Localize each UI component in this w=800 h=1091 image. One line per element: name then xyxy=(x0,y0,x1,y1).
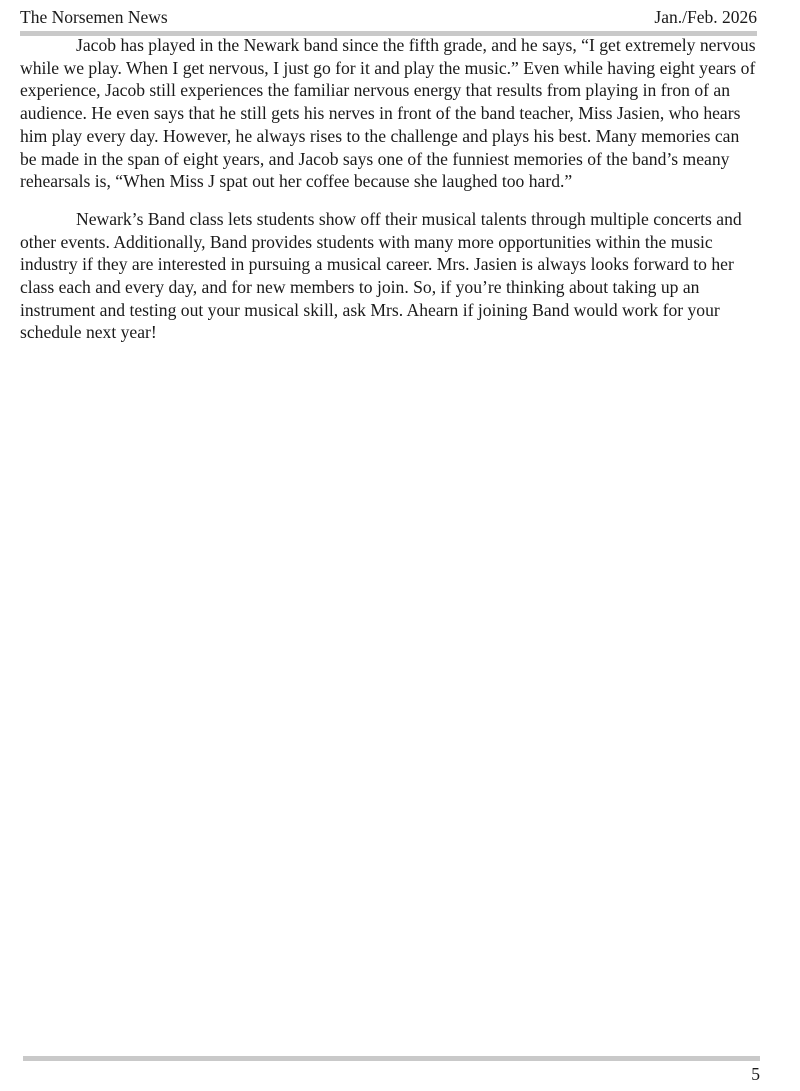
footer-divider xyxy=(23,1056,760,1061)
article-body xyxy=(20,34,760,359)
article-paragraph: Newark’s Band class lets students show off their musical talents through multiple concerts and other events. Additionally, Band provides students with many more opportunities within the music industry if they are interested in pursuing a musical career. Mrs. Jasien is always looks forward to her class each and every day, and for new members to join. So, if you’re thinking about taking up an instrument and testing out your musical skill, ask Mrs. Ahearn if joining Band would work for your schedule next year! xyxy=(20,208,742,343)
page-header xyxy=(20,6,757,28)
page-number: 5 xyxy=(751,1064,760,1084)
issue-date: Jan./Feb. 2026 xyxy=(654,7,757,27)
publication-name: The Norsemen News xyxy=(20,7,168,27)
article-paragraph: Jacob has played in the Newark band since the fifth grade, and he says, “I get extremely nervous while we play. When I get nervous, I just go for it and play the music.” Even while having eight years of experience, Jacob still experiences the familiar nervous energy that results from playing in fron of an audience. He even says that he still gets his nerves in front of the band teacher, Miss Jasien, who hears him play every day. However, he always rises to the challenge and plays his best. Many memories can be made in the span of eight years, and Jacob says one of the funniest memories of the band’s meany rehearsals is, “When Miss J spat out her coffee because she laughed too hard.” xyxy=(20,35,756,192)
